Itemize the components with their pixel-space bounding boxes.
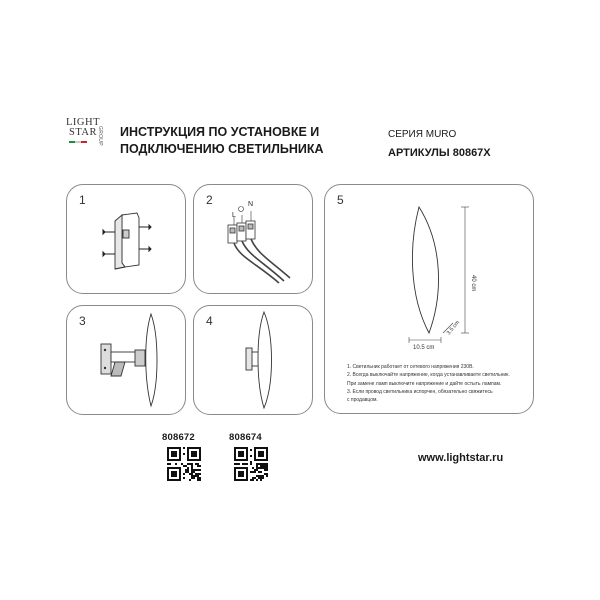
- article-numbers: АРТИКУЛЫ 80867X: [388, 147, 491, 159]
- step-4-panel: [193, 305, 313, 415]
- wire-label-l: L: [232, 212, 236, 219]
- italian-flag-icon: [69, 141, 87, 143]
- wiring-terminal-illustration: [194, 185, 312, 293]
- step-5-panel: [324, 184, 534, 414]
- step-1-panel: [66, 184, 186, 294]
- title-line1: ИНСТРУКЦИЯ ПО УСТАНОВКЕ И: [120, 125, 320, 139]
- step-number: 5: [337, 193, 344, 207]
- note-line: 3. Если провод светильника испорчен, обязательно свяжитесь: [347, 388, 493, 395]
- step-3-panel: [66, 305, 186, 415]
- step-number: 3: [79, 314, 86, 328]
- website-link[interactable]: www.lightstar.ru: [418, 452, 504, 464]
- wire-label-n: N: [248, 201, 254, 208]
- note-line: с продавцом.: [347, 397, 378, 404]
- height-dimension: 40 cm: [470, 275, 476, 292]
- logo-line3: GROUP: [97, 126, 103, 146]
- note-line: 2. Всегда выключайте напряжение, когда устанавливаете светильник.: [347, 372, 510, 379]
- series-info: [388, 126, 491, 162]
- fixture-mount-illustration: [67, 306, 185, 414]
- ground-icon: [239, 207, 244, 212]
- step-2-panel: [193, 184, 313, 294]
- depth-dimension: 3.5 cm: [445, 319, 462, 337]
- installation-notes: [347, 363, 532, 404]
- step-number: 1: [79, 193, 86, 207]
- step-number: 4: [206, 314, 213, 328]
- logo-line2: STAR: [69, 127, 97, 138]
- brand-logo: [62, 117, 104, 146]
- article-code-1: 808672: [162, 432, 195, 443]
- logo-line1: LIGHT: [66, 117, 100, 128]
- qr-code-icon: [167, 447, 201, 481]
- note-line: 1. Светильник работает от сетевого напряжения 230В.: [347, 364, 474, 370]
- note-line: При замене ламп выключите напряжение и дайте остыть лампам.: [347, 380, 502, 387]
- fixture-side-illustration: [194, 306, 312, 414]
- width-dimension: 10.5 cm: [413, 345, 435, 351]
- qr-code-icon: [234, 447, 268, 481]
- article-code-2: 808674: [229, 432, 262, 443]
- series-name: СЕРИЯ MURO: [388, 129, 457, 140]
- step-number: 2: [206, 193, 213, 207]
- page-title: [120, 124, 324, 158]
- title-line2: ПОДКЛЮЧЕНИЮ СВЕТИЛЬНИКА: [120, 142, 324, 156]
- bracket-screws-illustration: [67, 185, 185, 293]
